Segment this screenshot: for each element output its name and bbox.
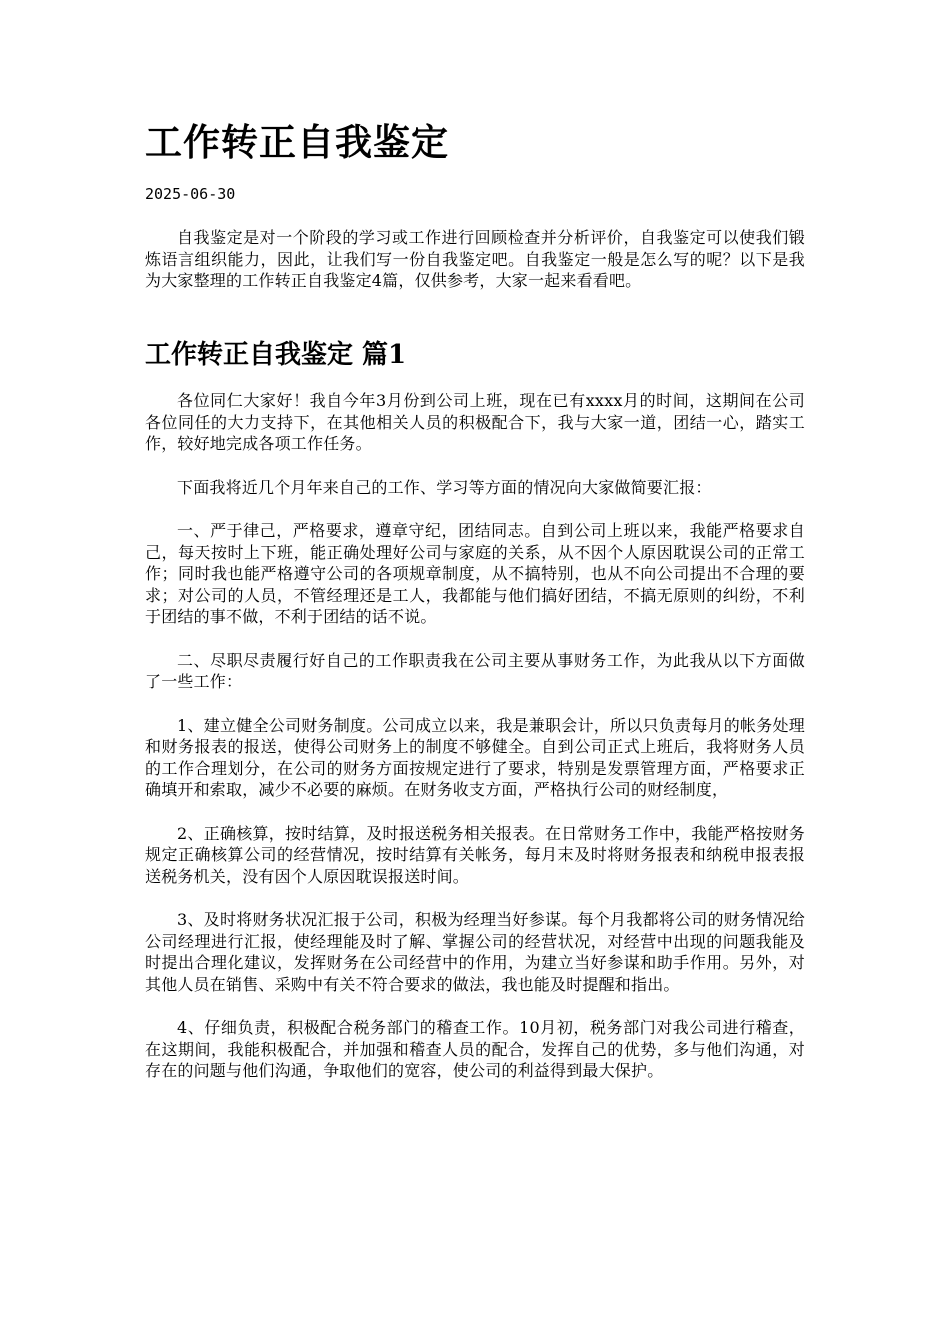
body-paragraph: 2、正确核算，按时结算，及时报送税务相关报表。在日常财务工作中，我能严格按财务规定正确核算公司的经营情况，按时结算有关帐务，每月末及时将财务报表和纳税申报表报送税务机关，没有因个人原因耽误报送时间。	[145, 823, 805, 886]
body-paragraph: 各位同仁大家好！我自今年3月份到公司上班，现在已有xxxx月的时间，这期间在公司各位同任的大力支持下，在其他相关人员的积极配合下，我与大家一道，团结一心，踏实工作，较好地完成各项工作任务。	[145, 391, 805, 453]
body-paragraph: 一、严于律己，严格要求，遵章守纪，团结同志。自到公司上班以来，我能严格要求自己，每天按时上下班，能正确处理好公司与家庭的关系，从不因个人原因耽误公司的正常工作；同时我也能严格遵守公司的各项规章制度，从不搞特别，也从不向公司提出不合理的要求；对公司的人员，不管经理还是工人，我都能与他们搞好团结，不搞无原则的纠纷，不利于团结的事不做，不利于团结的话不说。	[145, 521, 805, 626]
document-date: 2025-06-30	[145, 185, 236, 203]
body-paragraph: 下面我将近几个月年来自己的工作、学习等方面的情况向大家做简要汇报：	[177, 477, 712, 497]
body-paragraph: 1、建立健全公司财务制度。公司成立以来，我是兼职会计，所以只负责每月的帐务处理和财务报表的报送，使得公司财务上的制度不够健全。自到公司正式上班后，我将财务人员的工作合理划分，在公司的财务方面按规定进行了要求，特别是发票管理方面，严格要求正确填开和索取，减少不必要的麻烦。在财务收支方面，严格执行公司的财经制度，	[145, 715, 805, 799]
intro-paragraph: 自我鉴定是对一个阶段的学习或工作进行回顾检查并分析评价，自我鉴定可以使我们锻炼语言组织能力，因此，让我们写一份自我鉴定吧。自我鉴定一般是怎么写的呢？以下是我为大家整理的工作转正自我鉴定4篇，仅供参考，大家一起来看看吧。	[145, 228, 805, 290]
body-paragraph: 4、仔细负责，积极配合税务部门的稽查工作。10月初，税务部门对我公司进行稽查，在这期间，我能积极配合，并加强和稽查人员的配合，发挥自己的优势，多与他们沟通，对存在的问题与他们沟通，争取他们的宽容，使公司的利益得到最大保护。	[145, 1018, 805, 1080]
document-title: 工作转正自我鉴定	[145, 120, 449, 164]
body-paragraph: 3、及时将财务状况汇报于公司，积极为经理当好参谋。每个月我都将公司的财务情况给公司经理进行汇报，使经理能及时了解、掌握公司的经营状况，对经营中出现的问题我能及时提出合理化建议，发挥财务在公司经营中的作用，为建立当好参谋和助手作用。另外，对其他人员在销售、采购中有关不符合要求的做法，我也能及时提醒和指出。	[145, 910, 805, 994]
intro-block	[145, 227, 805, 314]
section-heading: 工作转正自我鉴定 篇1	[145, 340, 407, 370]
body-paragraph: 二、尽职尽责履行好自己的工作职责我在公司主要从事财务工作，为此我从以下方面做了一些工作：	[145, 650, 805, 691]
section-body	[145, 390, 805, 1104]
